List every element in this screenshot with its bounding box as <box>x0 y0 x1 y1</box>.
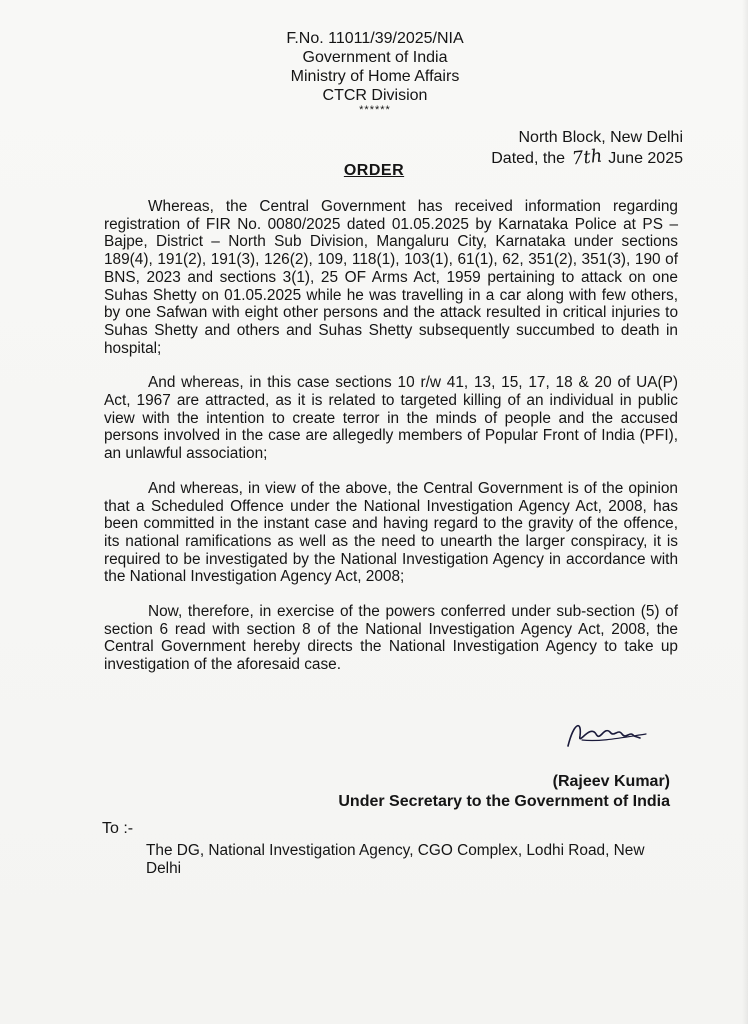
order-title: ORDER <box>343 162 405 179</box>
paragraph-and-whereas-1: And whereas, in this case sections 10 r/w 41, 13, 15, 17, 18 & 20 of UA(P) Act, 1967 are attracted, as it is related to targeted killing of an individual in public view with the intention to create terror in the minds of people and the accused persons involved in the case are allegedly members of Popular Front of India (PFI), an unlawful association; <box>104 374 678 463</box>
location-line: North Block, New Delhi <box>518 129 683 146</box>
paragraph-and-whereas-2: And whereas, in view of the above, the Central Government is of the opinion that a Scheduled Offence under the National Investigation Agency Act, 2008, has been committed in the instant case and having regard to the gravity of the offence, its national ramifications as well as the need to unearth the larger conspiracy, it is required to be investigated by the National Investigation Agency in accordance with the National Investigation Agency Act, 2008; <box>104 479 678 586</box>
ministry-name: Ministry of Home Affairs <box>290 68 460 85</box>
handwritten-day: 7th <box>570 145 603 170</box>
division-name: CTCR Division <box>322 87 428 104</box>
signature-block <box>338 744 670 812</box>
paragraph-now-therefore: Now, therefore, in exercise of the powers conferred under sub-section (5) of section 6 read with section 8 of the National Investigation Agency Act, 2008, the Central Government hereby directs the National Investigation Agency to take up investigation of the aforesaid case. <box>104 603 678 674</box>
header-separator: ****** <box>359 104 391 116</box>
month-year: June 2025 <box>608 150 683 167</box>
paragraph-whereas: Whereas, the Central Government has received information regarding registration of FIR No. 0080/2025 dated 01.05.2025 by Karnataka Police at PS – Bajpe, District – North Sub Division, Mangaluru City, Karnataka under sections 189(4), 191(2), 191(3), 126(2), 109, 118(1), 103(1), 61(1), 62, 351(2), 351(3), 190 of BNS, 2023 and sections 3(1), 25 OF Arms Act, 1959 pertaining to attack on one Suhas Shetty on 01.05.2025 while he was travelling in a car along with few others, by one Safwan with eight other persons and the attack resulted in critical injuries to Suhas Shetty and others and Suhas Shetty subsequently succumbed to death in hospital; <box>104 198 678 357</box>
signatory-name: (Rajeev Kumar) <box>552 773 670 790</box>
dated-prefix: Dated, the <box>491 150 566 167</box>
document-header <box>250 29 500 115</box>
file-number: F.No. 11011/39/2025/NIA <box>286 30 464 47</box>
signatory-designation: Under Secretary to the Government of India <box>338 793 670 810</box>
order-body <box>104 198 678 691</box>
addressee: The DG, National Investigation Agency, CGO Complex, Lodhi Road, New Delhi <box>146 842 645 877</box>
government-name: Government of India <box>302 49 448 66</box>
handwritten-signature <box>560 716 660 756</box>
to-label: To :- <box>102 820 134 837</box>
